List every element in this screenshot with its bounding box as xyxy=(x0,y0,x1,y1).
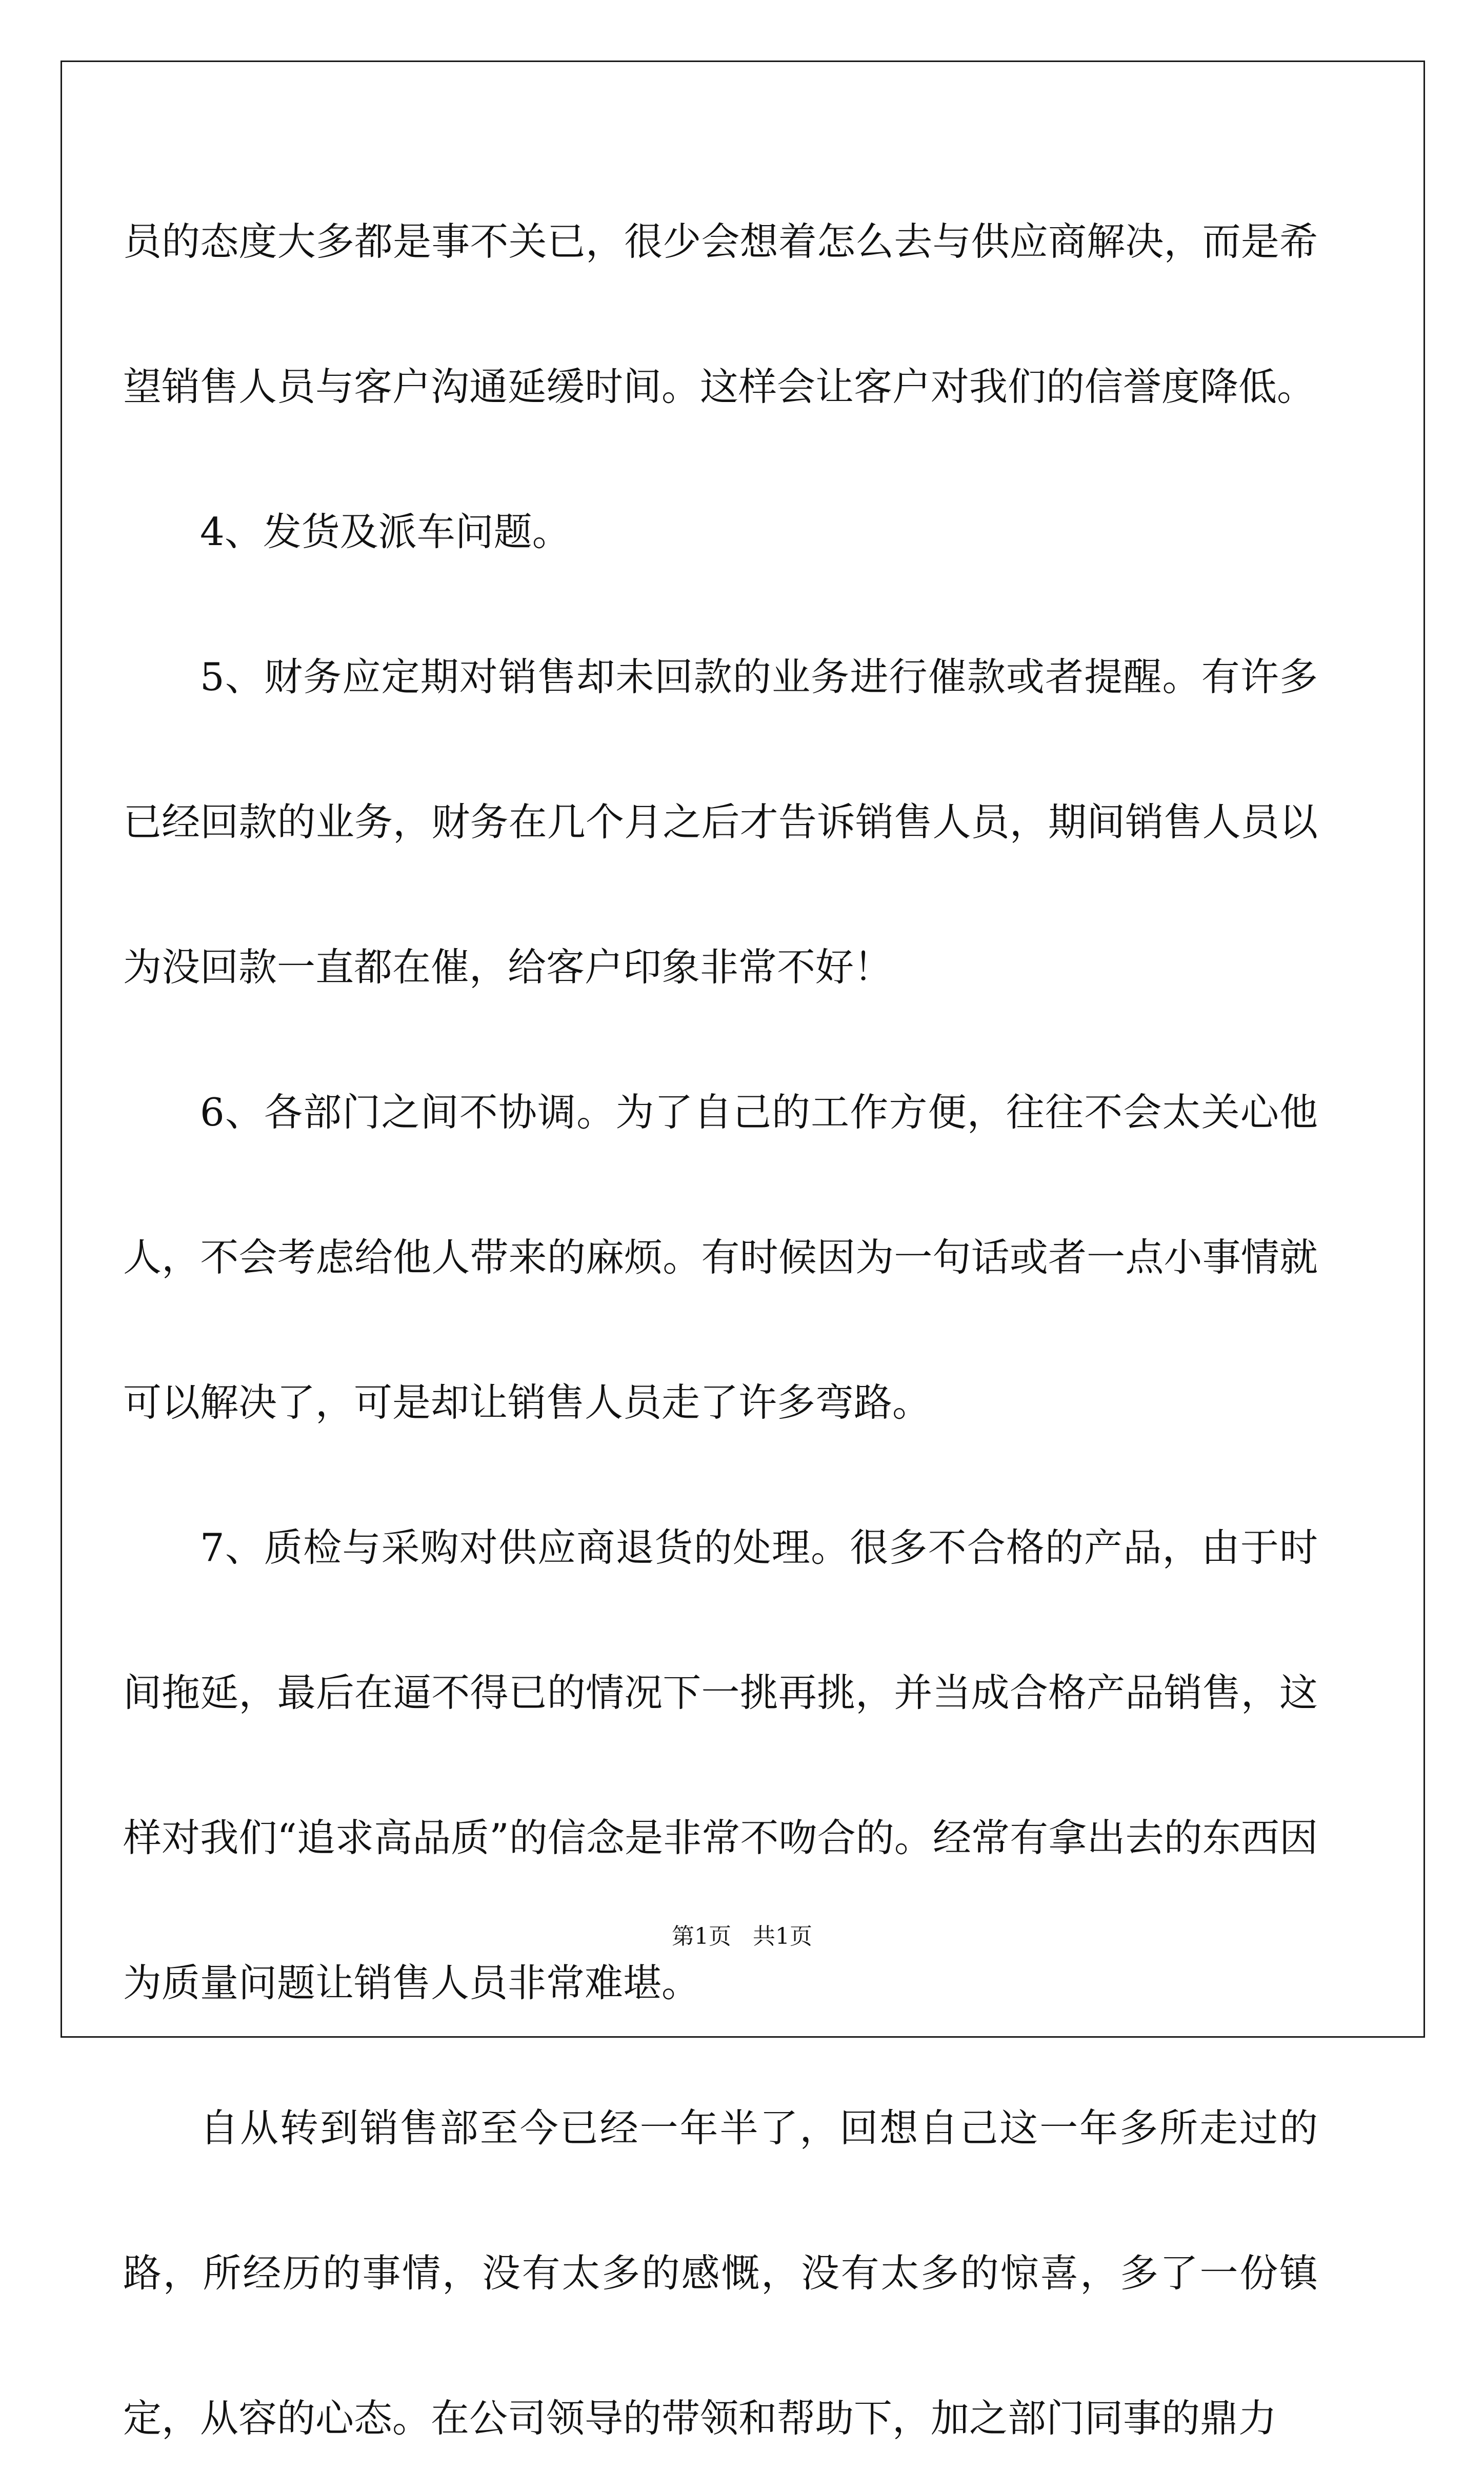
paragraph-item-6: 6、各部门之间不协调。为了自己的工作方便，往往不会太关心他人，不会考虑给他人带来的麻烦。有时候因为一句话或者一点小事情就可以解决了，可是却让销售人员走了许多弯路。 xyxy=(123,1090,1318,1425)
paragraph-item-5: 5、财务应定期对销售却未回款的业务进行催款或者提醒。有许多已经回款的业务，财务在几个月之后才告诉销售人员，期间销售人员以为没回款一直都在催，给客户印象非常不好！ xyxy=(123,654,1318,990)
page-footer: 第1页 共1页 xyxy=(672,1923,812,1950)
document-body xyxy=(123,169,1318,2491)
paragraph-item-7: 7、质检与采购对供应商退货的处理。很多不合格的产品，由于时间拖延，最后在逼不得已的情况下一挑再挑，并当成合格产品销售，这样对我们“追求高品质”的信念是非常不吻合的。经常有拿出去的东西因为质量问题让销售人员非常难堪。 xyxy=(123,1525,1318,2005)
paragraph-continuation: 员的态度大多都是事不关已，很少会想着怎么去与供应商解决，而是希望销售人员与客户沟通延缓时间。这样会让客户对我们的信誉度降低。 xyxy=(123,219,1318,409)
paragraph-reflection: 自从转到销售部至今已经一年半了，回想自己这一年多所走过的路，所经历的事情，没有太多的感慨，没有太多的惊喜，多了一份镇定，从容的心态。在公司领导的带领和帮助下，加之部门同事的鼎力 xyxy=(123,2105,1318,2441)
paragraph-item-4: 4、发货及派车问题。 xyxy=(200,509,571,554)
